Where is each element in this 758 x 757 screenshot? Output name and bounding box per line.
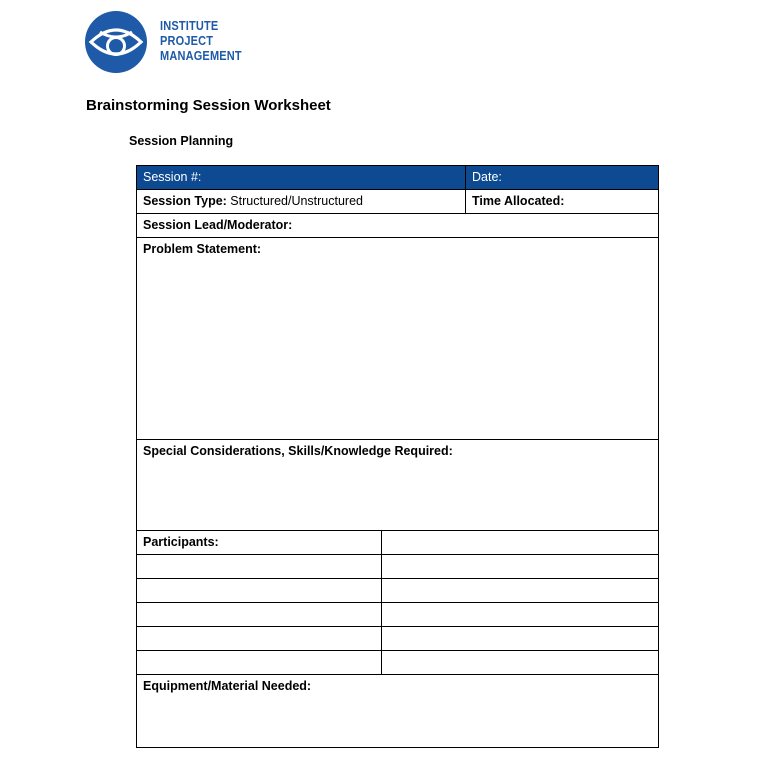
participant-cell[interactable] — [382, 627, 659, 651]
participant-cell[interactable] — [382, 531, 659, 555]
logo-line-management: MANAGEMENT — [160, 49, 242, 63]
special-considerations-row — [137, 440, 659, 531]
date-label: Date: — [472, 170, 502, 184]
equipment-cell[interactable] — [137, 675, 659, 748]
participant-cell[interactable] — [382, 579, 659, 603]
session-type-row — [137, 190, 659, 214]
participant-row — [137, 555, 659, 579]
participant-cell[interactable] — [382, 651, 659, 675]
participant-cell[interactable] — [137, 651, 382, 675]
problem-statement-row — [137, 238, 659, 440]
session-type-cell[interactable] — [137, 190, 466, 214]
participant-cell[interactable] — [137, 603, 382, 627]
logo-line-institute: INSTITUTE — [160, 19, 219, 33]
special-considerations-label: Special Considerations, Skills/Knowledge Required: — [143, 444, 453, 458]
session-lead-cell[interactable] — [137, 214, 659, 238]
time-allocated-cell[interactable] — [466, 190, 659, 214]
eye-logo-icon — [84, 10, 148, 74]
logo-wordmark — [160, 19, 242, 64]
institute-logo — [84, 10, 244, 74]
equipment-label: Equipment/Material Needed: — [143, 679, 312, 693]
participants-label-cell[interactable] — [137, 531, 382, 555]
participant-cell[interactable] — [137, 555, 382, 579]
session-type-label: Session Type: — [143, 194, 227, 208]
session-planning-table — [136, 165, 659, 748]
participants-label: Participants: — [143, 535, 219, 549]
session-type-value: Structured/Unstructured — [226, 194, 363, 208]
participant-row — [137, 579, 659, 603]
participant-cell[interactable] — [137, 627, 382, 651]
participant-row — [137, 627, 659, 651]
participant-row — [137, 603, 659, 627]
section-title: Session Planning — [129, 134, 234, 148]
participant-cell[interactable] — [382, 555, 659, 579]
equipment-row — [137, 675, 659, 748]
date-cell[interactable] — [466, 166, 659, 190]
logo-line-project: PROJECT — [160, 34, 214, 48]
problem-statement-cell[interactable] — [137, 238, 659, 440]
session-lead-label: Session Lead/Moderator: — [143, 218, 293, 232]
participant-cell[interactable] — [382, 603, 659, 627]
time-allocated-label: Time Allocated: — [472, 194, 565, 208]
participant-row — [137, 651, 659, 675]
session-number-label: Session #: — [143, 170, 202, 184]
table-header-row — [137, 166, 659, 190]
participant-cell[interactable] — [137, 579, 382, 603]
participants-row — [137, 531, 659, 555]
problem-statement-label: Problem Statement: — [143, 242, 262, 256]
session-number-cell[interactable] — [137, 166, 466, 190]
special-considerations-cell[interactable] — [137, 440, 659, 531]
document-title: Brainstorming Session Worksheet — [86, 97, 331, 114]
session-lead-row — [137, 214, 659, 238]
